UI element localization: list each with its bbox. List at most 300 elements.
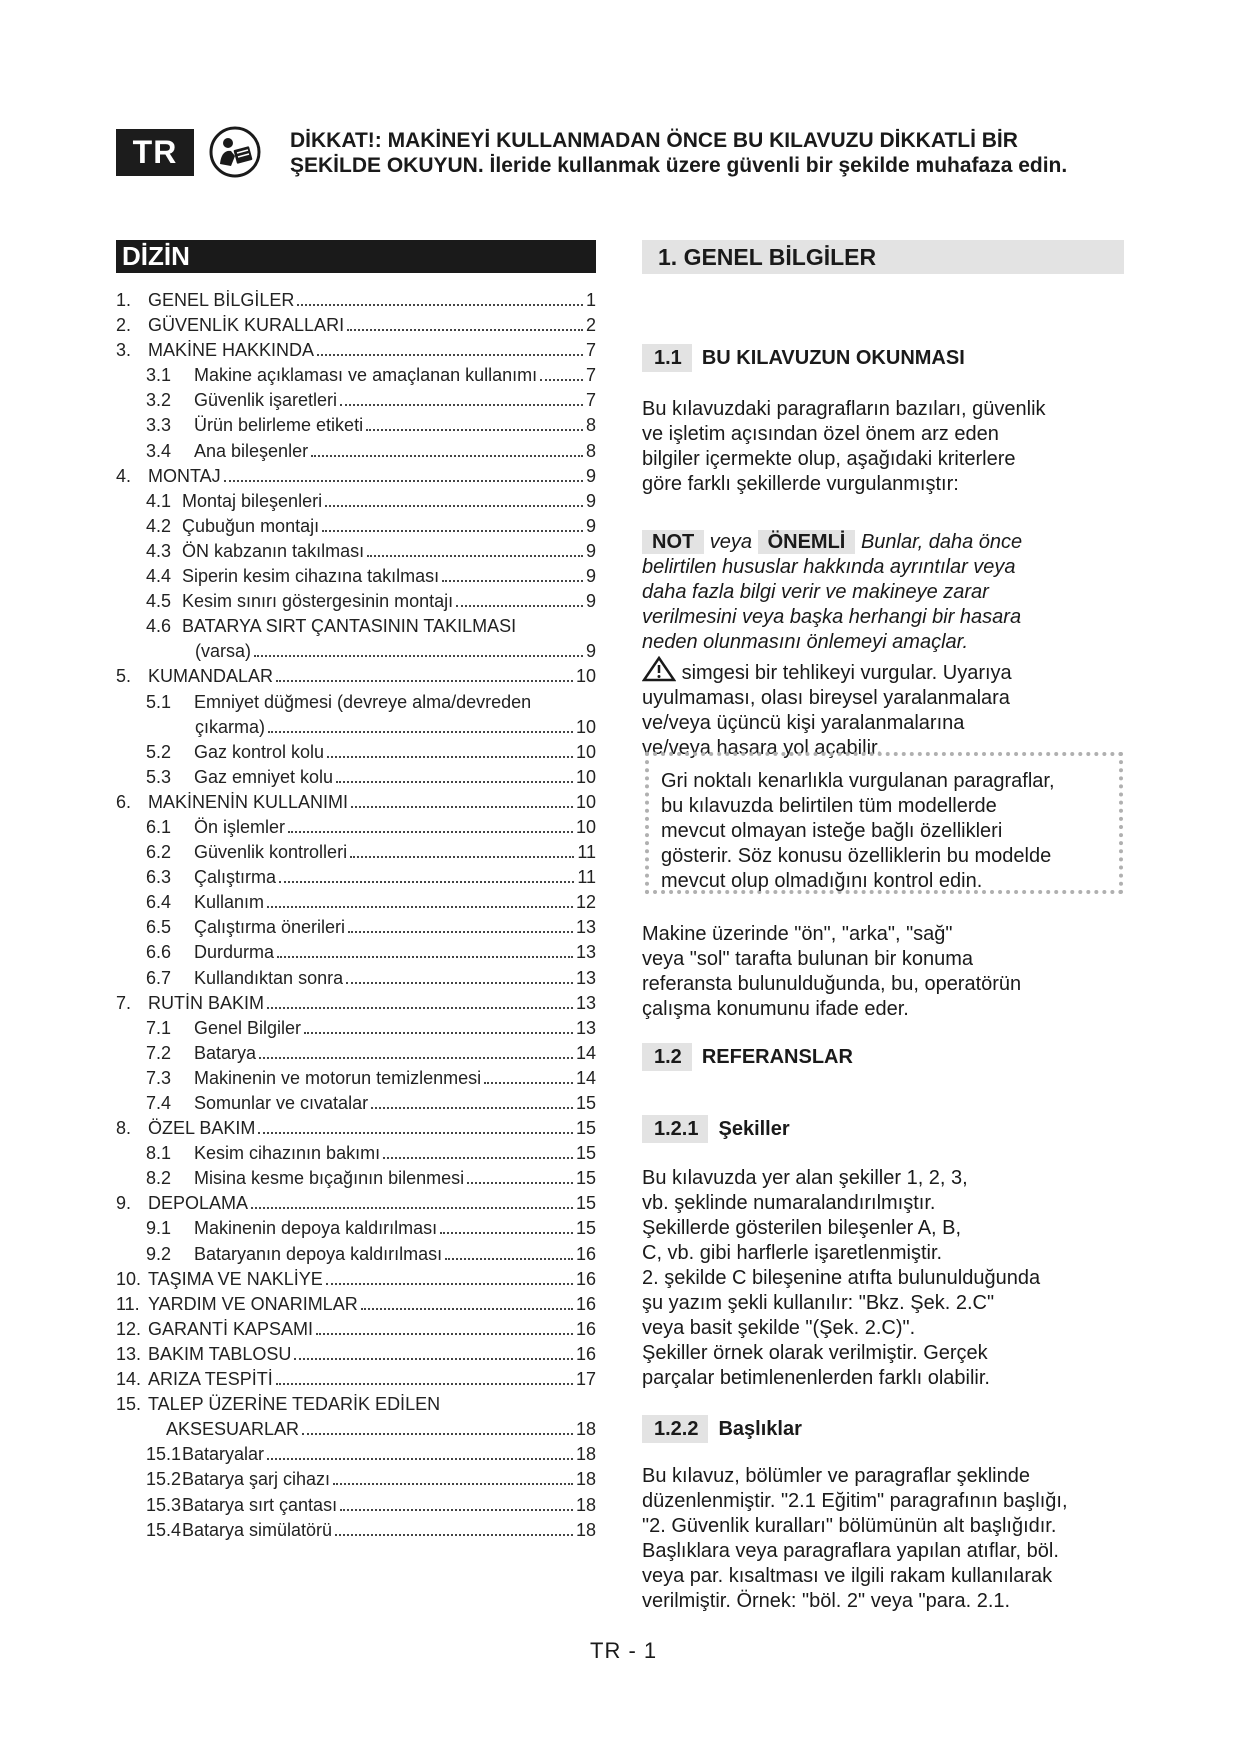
toc-entry-page: 7 bbox=[585, 390, 596, 411]
toc-entry bbox=[116, 740, 596, 765]
toc-entry bbox=[116, 715, 596, 740]
toc-entry-page: 18 bbox=[575, 1444, 596, 1465]
toc-entry-page: 10 bbox=[575, 741, 596, 762]
toc-entry-title: Kullandıktan sonra bbox=[194, 967, 344, 988]
toc-entry bbox=[116, 1392, 596, 1417]
toc-entry-number: 6.6 bbox=[146, 942, 172, 963]
hazard-paragraph bbox=[642, 656, 1132, 761]
toc-entry-title: Somunlar ve cıvatalar bbox=[194, 1093, 369, 1113]
table-of-contents bbox=[116, 288, 596, 1543]
toc-leader-dots bbox=[456, 605, 583, 607]
toc-leader-dots bbox=[276, 1383, 573, 1385]
toc-entry-number: 14. bbox=[116, 1369, 142, 1390]
toc-entry-page: 16 bbox=[575, 1318, 596, 1339]
toc-entry-title: MAKİNE HAKKINDA bbox=[148, 340, 315, 361]
subsection-number: 1.2 bbox=[642, 1043, 692, 1071]
toc-entry-page: 15 bbox=[575, 1143, 596, 1164]
toc-entry-page: 9 bbox=[585, 465, 596, 486]
toc-entry bbox=[116, 514, 596, 539]
toc-leader-dots bbox=[297, 304, 583, 306]
toc-entry-page: 9 bbox=[585, 566, 596, 587]
text-line: referansta bulunulduğunda, bu, operatörün bbox=[642, 973, 1022, 995]
headings-paragraph bbox=[642, 1464, 1132, 1614]
toc-entry-number: 10. bbox=[116, 1268, 142, 1289]
toc-entry bbox=[116, 1367, 596, 1392]
toc-entry-page: 9 bbox=[585, 490, 596, 511]
toc-entry bbox=[116, 790, 596, 815]
toc-entry-page: 16 bbox=[575, 1243, 596, 1264]
toc-entry-number: 5. bbox=[116, 666, 132, 687]
toc-entry-page: 7 bbox=[585, 365, 596, 386]
text-line: belirtilen hususlar hakkında ayrıntılar veya bbox=[642, 556, 1016, 578]
toc-entry-number: 8.2 bbox=[146, 1168, 172, 1189]
text-line: şu yazım şekli kullanılır: "Bkz. Şek. 2.C" bbox=[642, 1292, 995, 1314]
toc-entry bbox=[116, 464, 596, 489]
text-line: bu kılavuzda belirtilen tüm modellerde bbox=[661, 795, 997, 817]
warning-line: DİKKAT!: MAKİNEYİ KULLANMADAN ÖNCE BU KILAVUZU DİKKATLİ BİR bbox=[290, 129, 1018, 152]
toc-entry-number: 9.1 bbox=[146, 1218, 172, 1239]
toc-leader-dots bbox=[267, 1007, 573, 1009]
toc-entry-title: Gaz emniyet kolu bbox=[194, 766, 334, 787]
toc-entry-number: 4.6 bbox=[146, 616, 172, 637]
toc-leader-dots bbox=[268, 731, 573, 733]
toc-entry-title: GENEL BİLGİLER bbox=[148, 290, 295, 310]
toc-entry-page: 13 bbox=[575, 942, 596, 963]
toc-entry-page: 17 bbox=[575, 1369, 596, 1390]
toc-leader-dots bbox=[540, 379, 583, 381]
toc-leader-dots bbox=[366, 429, 583, 431]
toc-entry bbox=[116, 338, 596, 363]
subsection-heading-1-2-1 bbox=[642, 1115, 790, 1143]
toc-entry-title: Makinenin depoya kaldırılması bbox=[194, 1218, 438, 1239]
toc-entry-page: 18 bbox=[575, 1469, 596, 1490]
toc-entry-title: Montaj bileşenleri bbox=[182, 490, 323, 511]
toc-entry-page: 10 bbox=[575, 816, 596, 837]
toc-leader-dots bbox=[340, 404, 583, 406]
toc-leader-dots bbox=[442, 580, 583, 582]
text-line: Bu kılavuzda yer alan şekiller 1, 2, 3, bbox=[642, 1167, 968, 1189]
toc-entry-title: KUMANDALAR bbox=[148, 666, 274, 687]
toc-entry-title: Bataryalar bbox=[182, 1444, 265, 1465]
subsection-heading-1-1 bbox=[642, 344, 965, 372]
toc-entry-number: 15.4 bbox=[146, 1519, 182, 1540]
text-line: 2. şekilde C bileşenine atıfta bulunulduğunda bbox=[642, 1267, 1041, 1289]
toc-entry-title: Çalıştırma bbox=[194, 867, 277, 888]
toc-leader-dots bbox=[277, 956, 573, 958]
toc-entry-number: 4.3 bbox=[146, 540, 172, 561]
toc-entry-title: Gaz kontrol kolu bbox=[194, 741, 325, 762]
toc-entry bbox=[116, 1166, 596, 1191]
toc-entry bbox=[116, 840, 596, 865]
text-line: veya basit şekilde "(Şek. 2.C)". bbox=[642, 1317, 916, 1339]
toc-entry-title: GARANTİ KAPSAMI bbox=[148, 1318, 314, 1339]
text-line bbox=[642, 656, 1132, 686]
toc-leader-dots bbox=[325, 505, 583, 507]
toc-entry-page: 12 bbox=[575, 892, 596, 913]
toc-entry bbox=[116, 1493, 596, 1518]
toc-entry bbox=[116, 865, 596, 890]
toc-leader-dots bbox=[351, 806, 573, 808]
toc-entry-number: 3.4 bbox=[146, 440, 172, 461]
toc-leader-dots bbox=[336, 781, 573, 783]
toc-entry bbox=[116, 1116, 596, 1141]
toc-entry bbox=[116, 1467, 596, 1492]
toc-entry-page: 16 bbox=[575, 1268, 596, 1289]
toc-entry-title: BAKIM TABLOSU bbox=[148, 1343, 292, 1364]
toc-entry-number: 9. bbox=[116, 1193, 132, 1214]
toc-entry-number: 15.2 bbox=[146, 1469, 182, 1490]
toc-entry-number: 7.3 bbox=[146, 1067, 172, 1088]
toc-leader-dots bbox=[322, 530, 583, 532]
toc-leader-dots bbox=[288, 831, 573, 833]
page-number: TR - 1 bbox=[590, 1638, 658, 1663]
toc-leader-dots bbox=[335, 1534, 573, 1536]
toc-entry-number: 7.1 bbox=[146, 1017, 172, 1038]
toc-entry-title: Kullanım bbox=[194, 892, 265, 913]
toc-entry-title: Ön işlemler bbox=[194, 816, 286, 837]
toc-leader-dots bbox=[340, 1509, 573, 1511]
text-line: Şekiller örnek olarak verilmiştir. Gerçek bbox=[642, 1342, 988, 1364]
toc-leader-dots bbox=[484, 1082, 573, 1084]
subsection-title: REFERANSLAR bbox=[701, 1045, 853, 1068]
toc-entry-title: Makinenin ve motorun temizlenmesi bbox=[194, 1067, 482, 1088]
toc-entry-page: 18 bbox=[575, 1519, 596, 1540]
toc-entry-number: 6. bbox=[116, 791, 132, 812]
toc-entry bbox=[116, 539, 596, 564]
toc-leader-dots bbox=[346, 982, 573, 984]
toc-entry-page: 14 bbox=[575, 1067, 596, 1088]
toc-entry-number: 4. bbox=[116, 465, 132, 486]
note-tag: NOT bbox=[642, 530, 704, 554]
text-line: ve/veya üçüncü kişi yaralanmalarına bbox=[642, 712, 965, 734]
toc-entry bbox=[116, 313, 596, 338]
note-line1-rest: Bunlar, daha önce bbox=[860, 531, 1023, 553]
section-heading: 1. GENEL BİLGİLER bbox=[642, 240, 1124, 274]
text-line: neden olunmasını önlemeyi amaçlar. bbox=[642, 631, 969, 653]
toc-entry-title: Kesim cihazının bakımı bbox=[194, 1143, 381, 1164]
toc-entry-page: 16 bbox=[575, 1293, 596, 1314]
toc-entry-page: 9 bbox=[585, 515, 596, 536]
text-line: uyulmaması, olası bireysel yaralanmalara bbox=[642, 687, 1010, 709]
subsection-heading-1-2-2 bbox=[642, 1415, 802, 1443]
toc-leader-dots bbox=[279, 881, 574, 883]
toc-entry-title: Güvenlik kontrolleri bbox=[194, 842, 348, 863]
toc-entry bbox=[116, 639, 596, 664]
toc-entry-number: 3.3 bbox=[146, 415, 172, 436]
toc-entry-page: 11 bbox=[577, 867, 596, 888]
toc-entry-number: 7.4 bbox=[146, 1093, 172, 1113]
toc-entry bbox=[116, 1191, 596, 1216]
toc-entry-number: 3.1 bbox=[146, 365, 172, 386]
toc-entry-title: Batarya bbox=[194, 1042, 257, 1063]
text-line bbox=[642, 530, 1132, 555]
toc-heading: DİZİN bbox=[116, 240, 596, 273]
text-line: bilgiler içermekte olup, aşağıdaki kriterlere bbox=[642, 448, 1016, 470]
toc-leader-dots bbox=[302, 1433, 573, 1435]
text-line: Bu kılavuz, bölümler ve paragraflar şeklinde bbox=[642, 1465, 1030, 1487]
toc-entry-page: 9 bbox=[585, 641, 596, 662]
intro-paragraph bbox=[642, 397, 1132, 497]
text-line: daha fazla bilgi verir ve makineye zarar bbox=[642, 581, 989, 603]
toc-entry-title: Makine açıklaması ve amaçlanan kullanımı bbox=[194, 365, 538, 386]
toc-entry-number: 3. bbox=[116, 340, 132, 361]
toc-entry-number: 5.2 bbox=[146, 741, 172, 762]
toc-leader-dots bbox=[259, 1057, 573, 1059]
toc-entry bbox=[116, 1518, 596, 1543]
toc-entry-title: Durdurma bbox=[194, 942, 275, 963]
text-line: Makine üzerinde "ön", "arka", "sağ" bbox=[642, 923, 953, 945]
toc-entry-number: 6.1 bbox=[146, 816, 172, 837]
toc-entry-title: GÜVENLİK KURALLARI bbox=[148, 315, 345, 336]
toc-entry-number: 6.7 bbox=[146, 967, 172, 988]
toc-entry-number: 7. bbox=[116, 992, 132, 1013]
toc-entry-title: MAKİNENİN KULLANIMI bbox=[148, 791, 349, 812]
toc-leader-dots bbox=[371, 1107, 573, 1109]
toc-entry-page: 1 bbox=[585, 290, 596, 310]
warning-line: ŞEKİLDE OKUYUN. İleride kullanmak üzere güvenli bir şekilde muhafaza edin. bbox=[290, 154, 1068, 177]
toc-leader-dots bbox=[267, 1458, 573, 1460]
toc-leader-dots bbox=[348, 931, 573, 933]
text-line: Şekillerde gösterilen bileşenler A, B, bbox=[642, 1217, 962, 1239]
toc-leader-dots bbox=[304, 1032, 573, 1034]
toc-entry-number: 6.3 bbox=[146, 867, 172, 888]
toc-entry-title: Batarya simülatörü bbox=[182, 1519, 333, 1540]
toc-entry-number: 2. bbox=[116, 315, 132, 336]
toc-leader-dots bbox=[251, 1207, 573, 1209]
toc-entry-page: 15 bbox=[575, 1193, 596, 1214]
toc-entry bbox=[116, 614, 596, 639]
figures-paragraph bbox=[642, 1166, 1132, 1391]
toc-entry-page: 13 bbox=[575, 1017, 596, 1038]
toc-entry-page: 9 bbox=[585, 591, 596, 612]
toc-leader-dots bbox=[258, 1132, 573, 1134]
toc-entry-page: 15 bbox=[575, 1093, 596, 1113]
toc-entry-number: 6.4 bbox=[146, 892, 172, 913]
toc-entry bbox=[116, 1317, 596, 1342]
toc-entry-title: MONTAJ bbox=[148, 465, 221, 486]
toc-entry-title: Kesim sınırı göstergesinin montajı bbox=[182, 591, 454, 612]
toc-entry bbox=[116, 815, 596, 840]
toc-entry bbox=[116, 1091, 596, 1116]
toc-entry bbox=[116, 388, 596, 413]
toc-entry-title: ÖN kabzanın takılması bbox=[182, 540, 365, 561]
subsection-title: Şekiller bbox=[718, 1117, 790, 1140]
toc-leader-dots bbox=[294, 1358, 573, 1360]
toc-entry bbox=[116, 288, 596, 313]
toc-entry-page: 8 bbox=[585, 415, 596, 436]
subsection-title: BU KILAVUZUN OKUNMASI bbox=[701, 346, 965, 369]
toc-entry-number: 8. bbox=[116, 1118, 132, 1139]
toc-entry-title: Bataryanın depoya kaldırılması bbox=[194, 1243, 443, 1264]
toc-entry bbox=[116, 1066, 596, 1091]
toc-entry bbox=[116, 690, 596, 715]
toc-entry-number: 15.3 bbox=[146, 1494, 182, 1515]
toc-entry bbox=[116, 991, 596, 1016]
toc-entry-title: Siperin kesim cihazına takılması bbox=[182, 566, 440, 587]
text-line: mevcut olmayan isteğe bağlı özellikleri bbox=[661, 820, 1003, 842]
toc-entry-number: 8.1 bbox=[146, 1143, 172, 1164]
toc-leader-dots bbox=[333, 1483, 573, 1485]
subsection-title: Başlıklar bbox=[718, 1417, 802, 1440]
toc-entry-title: AKSESUARLAR bbox=[166, 1419, 300, 1440]
optional-feature-text bbox=[661, 769, 1151, 894]
toc-leader-dots bbox=[311, 455, 583, 457]
toc-entry-number: 5.3 bbox=[146, 766, 172, 787]
warning-triangle-icon bbox=[642, 656, 676, 682]
toc-leader-dots bbox=[327, 756, 573, 758]
text-line: göre farklı şekillerde vurgulanmıştır: bbox=[642, 473, 959, 495]
toc-entry bbox=[116, 664, 596, 689]
toc-entry-number: 15. bbox=[116, 1394, 142, 1415]
toc-entry bbox=[116, 1242, 596, 1267]
toc-entry-title: Batarya sırt çantası bbox=[182, 1494, 338, 1515]
toc-leader-dots bbox=[254, 655, 583, 657]
text-line: düzenlenmiştir. "2.1 Eğitim" paragrafının başlığı, bbox=[642, 1490, 1068, 1512]
toc-entry-number: 1. bbox=[116, 290, 132, 310]
toc-entry-number: 11. bbox=[116, 1293, 140, 1314]
toc-entry-number: 7.2 bbox=[146, 1042, 172, 1063]
toc-entry-page: 15 bbox=[575, 1218, 596, 1239]
toc-entry-number: 6.5 bbox=[146, 917, 172, 938]
subsection-number: 1.1 bbox=[642, 344, 692, 372]
text-line: gösterir. Söz konusu özelliklerin bu modelde bbox=[661, 845, 1052, 867]
text-line: Gri noktalı kenarlıkla vurgulanan paragraflar, bbox=[661, 770, 1055, 792]
text-line: parçalar betimlenenlerden farklı olabilir. bbox=[642, 1367, 990, 1389]
toc-entry-page: 13 bbox=[575, 992, 596, 1013]
toc-entry-page: 10 bbox=[575, 716, 596, 737]
toc-entry-page: 13 bbox=[575, 917, 596, 938]
toc-entry bbox=[116, 439, 596, 464]
toc-entry-page: 10 bbox=[575, 666, 596, 687]
text-line: ve/veya hasara yol açabilir. bbox=[642, 737, 883, 759]
toc-entry-number: 4.4 bbox=[146, 566, 172, 587]
toc-entry-page: 15 bbox=[575, 1168, 596, 1189]
toc-entry-number: 4.2 bbox=[146, 515, 172, 536]
toc-leader-dots bbox=[467, 1182, 573, 1184]
text-line: veya par. kısaltması ve ilgili rakam kullanılarak bbox=[642, 1565, 1053, 1587]
toc-entry-title: Genel Bilgiler bbox=[194, 1017, 302, 1038]
toc-entry-page: 18 bbox=[575, 1419, 596, 1440]
toc-leader-dots bbox=[326, 1283, 573, 1285]
toc-entry bbox=[116, 589, 596, 614]
toc-entry-page: 2 bbox=[585, 315, 596, 336]
toc-entry-title: Emniyet düğmesi (devreye alma/devreden bbox=[194, 691, 532, 712]
subsection-number: 1.2.2 bbox=[642, 1415, 708, 1443]
toc-entry bbox=[116, 1417, 596, 1442]
toc-entry-page: 10 bbox=[575, 766, 596, 787]
text-line: verilmesini veya başka herhangi bir hasara bbox=[642, 606, 1022, 628]
toc-entry-number: 5.1 bbox=[146, 691, 172, 712]
toc-entry-number: 4.1 bbox=[146, 490, 172, 511]
text-line: verilmiştir. Örnek: "böl. 2" veya "para. 2.1. bbox=[642, 1590, 1011, 1612]
toc-entry-title: ÖZEL BAKIM bbox=[148, 1118, 256, 1139]
toc-entry-title: DEPOLAMA bbox=[148, 1193, 249, 1214]
toc-entry bbox=[116, 1141, 596, 1166]
toc-entry-title: (varsa) bbox=[195, 641, 252, 662]
toc-leader-dots bbox=[350, 856, 574, 858]
toc-entry-title: Batarya şarj cihazı bbox=[182, 1469, 331, 1490]
toc-entry-page: 11 bbox=[577, 842, 596, 863]
toc-entry bbox=[116, 765, 596, 790]
toc-entry-page: 8 bbox=[585, 440, 596, 461]
text-line: "2. Güvenlik kuralları" bölümünün alt başlığıdır. bbox=[642, 1515, 1057, 1537]
text-line: çalışma konumunu ifade eder. bbox=[642, 998, 909, 1020]
header-warning bbox=[290, 128, 1170, 178]
toc-entry-page: 14 bbox=[575, 1042, 596, 1063]
toc-entry-title: Güvenlik işaretleri bbox=[194, 390, 338, 411]
toc-entry-title: Ürün belirleme etiketi bbox=[194, 415, 364, 436]
toc-entry bbox=[116, 489, 596, 514]
toc-leader-dots bbox=[383, 1157, 573, 1159]
toc-entry-number: 4.5 bbox=[146, 591, 172, 612]
veya-word: veya bbox=[709, 531, 753, 553]
toc-entry bbox=[116, 413, 596, 438]
toc-entry-number: 9.2 bbox=[146, 1243, 172, 1264]
toc-entry bbox=[116, 1216, 596, 1241]
position-paragraph bbox=[642, 922, 1132, 1022]
text-line: mevcut olup olmadığını kontrol edin. bbox=[661, 870, 983, 892]
text-line: Bu kılavuzdaki paragrafların bazıları, güvenlik bbox=[642, 398, 1046, 420]
toc-leader-dots bbox=[367, 555, 583, 557]
toc-entry-title: TAŞIMA VE NAKLİYE bbox=[148, 1268, 323, 1289]
subsection-heading-1-2 bbox=[642, 1043, 853, 1071]
toc-entry-number: 3.2 bbox=[146, 390, 172, 411]
text-line: Başlıklara veya paragraflara yapılan atıflar, böl. bbox=[642, 1540, 1059, 1562]
toc-entry-page: 18 bbox=[575, 1494, 596, 1515]
toc-leader-dots bbox=[317, 354, 583, 356]
toc-entry-number: 13. bbox=[116, 1343, 142, 1364]
toc-entry-title: YARDIM VE ONARIMLAR bbox=[148, 1293, 358, 1314]
toc-leader-dots bbox=[276, 680, 573, 682]
toc-entry-title: çıkarma) bbox=[195, 716, 266, 737]
toc-entry-number: 12. bbox=[116, 1318, 142, 1339]
toc-entry bbox=[116, 1442, 596, 1467]
toc-entry-title: Ana bileşenler bbox=[194, 440, 309, 461]
toc-entry-page: 9 bbox=[585, 540, 596, 561]
toc-entry bbox=[116, 1041, 596, 1066]
text-line: veya "sol" tarafta bulunan bir konuma bbox=[642, 948, 974, 970]
subsection-number: 1.2.1 bbox=[642, 1115, 708, 1143]
text-line: vb. şeklinde numaralandırılmıştır. bbox=[642, 1192, 936, 1214]
toc-entry bbox=[116, 966, 596, 991]
toc-entry-title: Çalıştırma önerileri bbox=[194, 917, 346, 938]
toc-entry-number: 6.2 bbox=[146, 842, 172, 863]
toc-entry-title: Misina kesme bıçağının bilenmesi bbox=[194, 1168, 465, 1189]
toc-entry-page: 15 bbox=[575, 1118, 596, 1139]
note-paragraph bbox=[642, 530, 1132, 655]
toc-entry bbox=[116, 940, 596, 965]
toc-entry bbox=[116, 890, 596, 915]
toc-entry bbox=[116, 363, 596, 388]
toc-entry bbox=[116, 1342, 596, 1367]
text-line: C, vb. gibi harflerle işaretlenmiştir. bbox=[642, 1242, 943, 1264]
toc-entry bbox=[116, 564, 596, 589]
toc-entry-title: Çubuğun montajı bbox=[182, 515, 320, 536]
important-tag: ÖNEMLİ bbox=[758, 530, 856, 554]
read-manual-icon bbox=[209, 126, 261, 178]
toc-leader-dots bbox=[440, 1232, 573, 1234]
toc-leader-dots bbox=[267, 906, 573, 908]
toc-entry-title: TALEP ÜZERİNE TEDARİK EDİLEN bbox=[148, 1394, 441, 1415]
toc-leader-dots bbox=[224, 480, 583, 482]
toc-entry bbox=[116, 1292, 596, 1317]
toc-entry-page: 10 bbox=[575, 791, 596, 812]
toc-leader-dots bbox=[445, 1258, 573, 1260]
toc-entry-page: 16 bbox=[575, 1343, 596, 1364]
toc-entry-page: 7 bbox=[585, 340, 596, 361]
language-badge: TR bbox=[116, 129, 194, 176]
text-line: ve işletim açısından özel önem arz eden bbox=[642, 423, 999, 445]
